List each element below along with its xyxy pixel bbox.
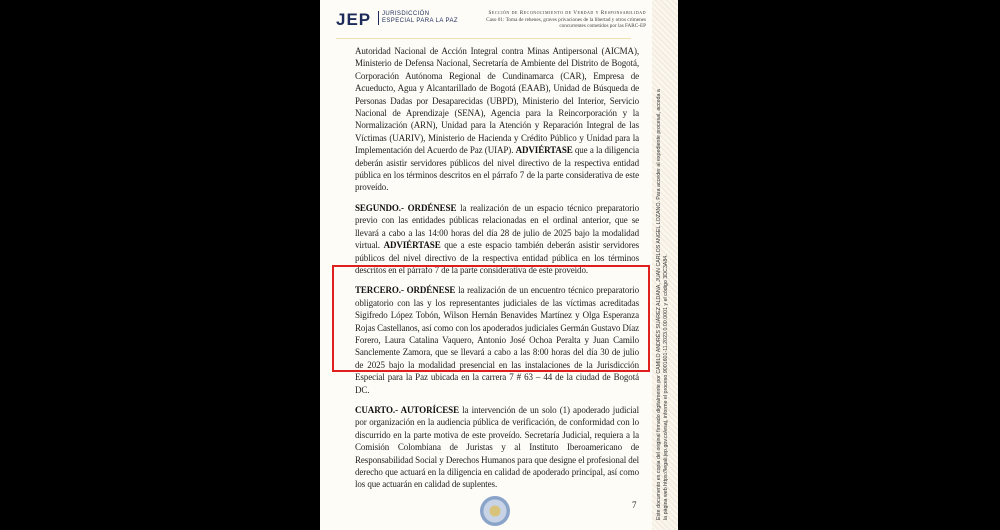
digital-signature-note (656, 10, 670, 520)
page-header (336, 6, 646, 36)
jep-logo: JEP (336, 10, 372, 29)
side-note-line: Este documento es copia del original firmado digitalmente por CAMILO ANDRÉS SUÁREZ ALDANA, JUAN CARLOS ANGEL LOZANO. Para acceder al expediente procesal, acceda a (656, 89, 662, 520)
paragraph-entities: Autoridad Nacional de Acción Integral contra Minas Antipersonal (AICMA), Ministerio de Defensa Nacional, Secretaría de Ambiente del Distrito de Bogotá, Corporación Autónoma Regional de Cundinamarca (CAR), Empresa de Acueducto, Agua y Alcantarillado de Bogotá (EAAB), Unidad de Búsqueda de Personas Dadas por Desaparecidas (UBPD), Ministerio del Interior, Servicio Nacional de Aprendizaje (SENA), Agencia para la Reincorporación y la Normalización (ARN), Unidad para la Atención y Reparación Integral de las Víctimas (UARIV), Ministerio de Hacienda y Crédito Público y Unidad para la Implementación del Acuerdo de Paz (UIAP). ADVIÉRTASE que a la diligencia deberán asistir servidores públicos del nivel directivo de la respectiva entidad pública en los términos descritos en el párrafo 7 de la parte considerativa de este proveído. (355, 46, 639, 193)
highlight-box (332, 265, 650, 372)
paragraph-tercero: TERCERO.- ORDÉNESE la realización de un encuentro técnico preparatorio obligatorio con las y los representantes judiciales de las víctimas acreditadas Sigifredo López Tobón, Wilson Hernán Benavides Martínez y Olga Esperanza Rojas Castellanos, así como con los apoderados judiciales Germán Gustavo Díaz Forero, Laura Catalina Vaquero, Antonio José Ochoa Peralta y Juan Camilo Sanclemente Zamora, que se llevará a cabo a las 8:00 horas del día 30 de julio de 2025 bajo la modalidad presencial en las instalaciones de la Jurisdicción Especial para la Paz ubicada en la carrera 7 # 63 – 44 de la ciudad de Bogotá DC. (355, 285, 639, 395)
section-title (446, 10, 646, 30)
document-page (320, 0, 678, 530)
case-line: Caso 01: Toma de rehenes, graves privaciones de la libertad y otros crímenes (486, 16, 646, 23)
coat-of-arms-seal (480, 496, 510, 526)
page-number: 7 (632, 500, 637, 510)
logo-sub-line: JURISDICCIÓN (382, 11, 430, 17)
paragraph-cuarto: CUARTO.- AUTORÍCESE la intervención de un solo (1) apoderado judicial por organización en la audiencia pública de verificación, de conformidad con lo discurrido en la parte motiva de este proveído. Secretaría Judicial, requiera a la Comisión Colombiana de Juristas y al Instituto Iberoamericano de Responsabilidad Social y Derechos Humanos para que designe el profesional del derecho que actuará en la diligencia en calidad de apoderado principal, así como los que actuarán en calidad de suplentes. (355, 404, 639, 490)
case-line: concurrentes cometidos por las FARC-EP (559, 23, 646, 29)
side-note-line: la página web https://legali.jep.gov.co/esaj, informe el proceso 9001601-11.2023.0.00.0001 y el código 3DC3A84. (663, 254, 669, 520)
paragraph-segundo: SEGUNDO.- ORDÉNESE la realización de un espacio técnico preparatorio previo con las entidades públicas relacionadas en el ordinal anterior, que se llevará a cabo a las 14:00 horas del día 28 de julio de 2025 bajo la modalidad virtual. ADVIÉRTASE que a este espacio también deberán asistir servidores públicos del nivel directivo de la respectiva entidad pública en los términos descritos en el párrafo 7 de la parte considerativa de este proveído. (355, 202, 639, 275)
logo-sub-line: ESPECIAL PARA LA PAZ (382, 18, 458, 24)
section-name: Sección de Reconocimiento de Verdad y Responsabilidad (488, 10, 646, 16)
header-divider (336, 38, 631, 39)
